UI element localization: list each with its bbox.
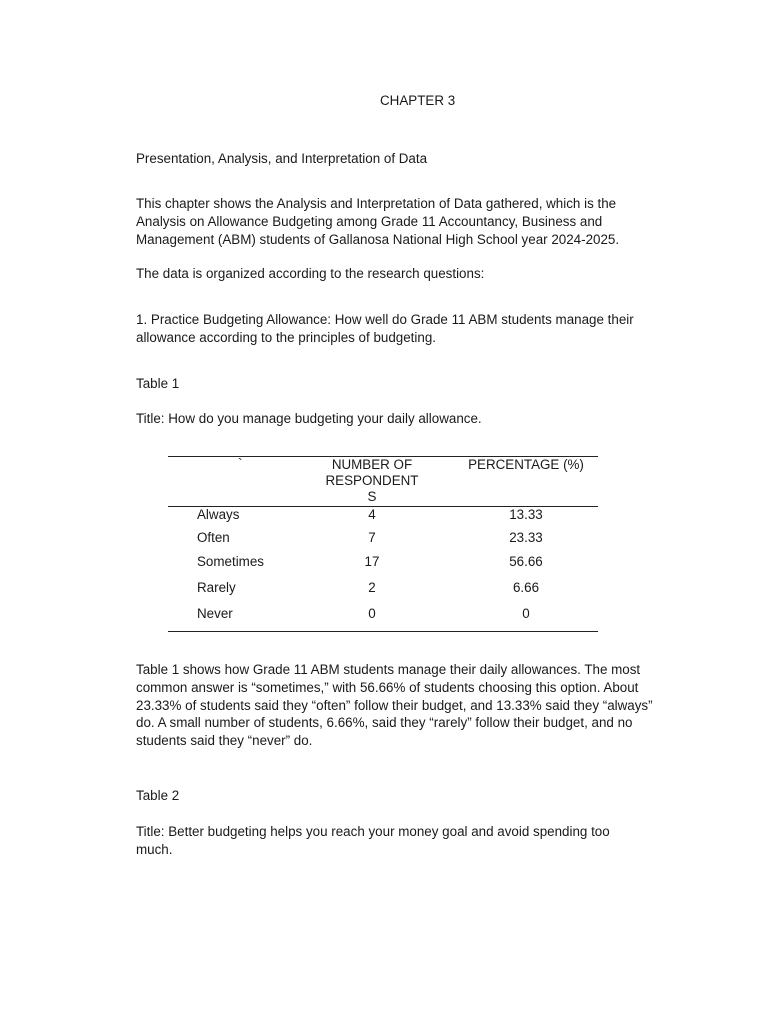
row-label: Sometimes [197, 554, 264, 569]
question-line: 1. Practice Budgeting Allowance: How well do Grade 11 ABM students manage their [136, 312, 634, 327]
row-label: Always [197, 507, 240, 522]
row-label: Never [197, 606, 233, 621]
title-line: Title: Better budgeting helps you reach your money goal and avoid spending too [136, 824, 610, 839]
intro-line: This chapter shows the Analysis and Interpretation of Data gathered, which is the [136, 196, 617, 211]
analysis-line: do. A small number of students, 6.66%, said they “rarely” follow their budget, and no [136, 715, 633, 731]
header-line: S [367, 489, 377, 504]
title-line: much. [136, 841, 173, 857]
chapter-heading: CHAPTER 3 [380, 93, 456, 108]
row-percentage: 6.66 [512, 580, 540, 595]
analysis-line: common answer is “sometimes,” with 56.66% of students choosing this option. About [136, 679, 639, 695]
intro-line: Analysis on Allowance Budgeting among Grade 11 Accountancy, Business and [136, 213, 603, 229]
header-number-of-respondents [322, 457, 422, 505]
table1-title: Title: How do you manage budgeting your daily allowance. [136, 411, 482, 426]
row-percentage: 0 [522, 606, 530, 621]
row-percentage: 23.33 [509, 530, 543, 545]
row-label: Often [197, 530, 230, 545]
table2-title [136, 823, 676, 859]
question-line: allowance according to the principles of budgeting. [136, 329, 436, 345]
research-question-1 [136, 311, 676, 347]
table1-analysis [136, 661, 681, 750]
table-bottom-rule [168, 631, 598, 632]
row-count: 17 [364, 554, 380, 569]
row-count: 0 [368, 606, 376, 621]
header-percentage: PERCENTAGE (%) [468, 457, 584, 472]
analysis-line: students said they “never” do. [136, 733, 313, 749]
header-blank-cell: ` [238, 456, 243, 471]
table1-label: Table 1 [136, 376, 180, 391]
analysis-line: 23.33% of students said they “often” follow their budget, and 13.33% said they “always” [136, 697, 653, 713]
header-line: NUMBER OF [331, 457, 413, 472]
row-label: Rarely [197, 580, 236, 595]
intro-line: Management (ABM) students of Gallanosa National High School year 2024-2025. [136, 231, 620, 247]
header-line: RESPONDENT [325, 473, 419, 488]
row-percentage: 13.33 [509, 507, 543, 522]
intro-paragraph [136, 195, 676, 248]
organized-statement: The data is organized according to the research questions: [136, 266, 485, 281]
analysis-line: Table 1 shows how Grade 11 ABM students manage their daily allowances. The most [136, 662, 641, 677]
table2-label: Table 2 [136, 788, 180, 803]
row-percentage: 56.66 [509, 554, 543, 569]
row-count: 4 [368, 507, 376, 522]
row-count: 7 [368, 530, 376, 545]
row-count: 2 [368, 580, 376, 595]
section-title: Presentation, Analysis, and Interpretation of Data [136, 151, 428, 166]
